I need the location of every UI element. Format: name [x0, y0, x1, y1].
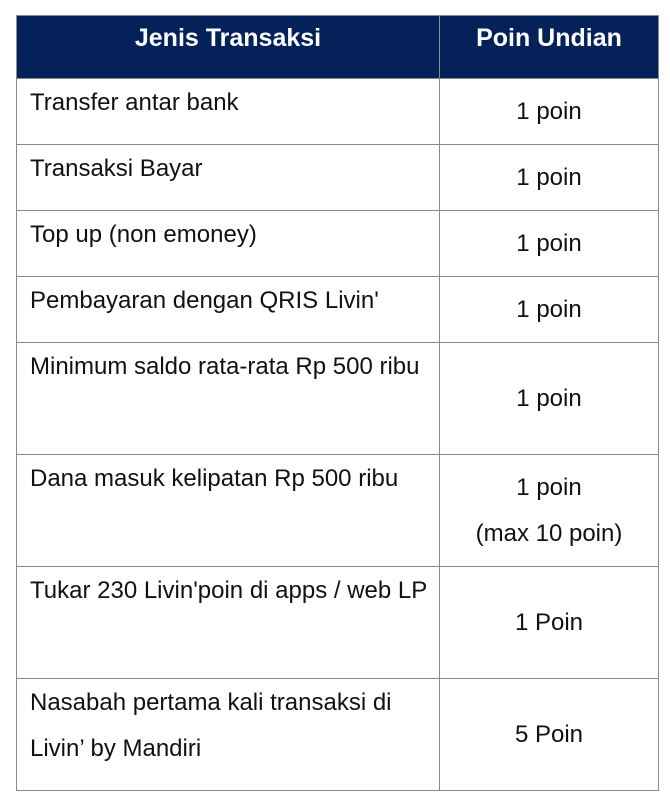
table-header: [17, 16, 659, 79]
header-jenis-transaksi: Jenis Transaksi: [17, 16, 440, 79]
cropped-text-fragment: [8, 796, 308, 804]
table-row: [17, 679, 659, 791]
points-value: 1 poin: [516, 473, 582, 501]
points-table: [16, 15, 659, 791]
header-row: [17, 16, 659, 79]
transaction-type-cell: Pembayaran dengan QRIS Livin': [17, 277, 440, 343]
points-cell: 1 Poin: [440, 567, 659, 679]
transaction-type-cell: Dana masuk kelipatan Rp 500 ribu: [17, 455, 440, 567]
table-row: [17, 79, 659, 145]
transaction-type-cell: Top up (non emoney): [17, 211, 440, 277]
transaction-type-cell: Transfer antar bank: [17, 79, 440, 145]
points-cell: 1 poin: [440, 343, 659, 455]
table-body: [17, 79, 659, 791]
table-row: [17, 145, 659, 211]
table-row: [17, 211, 659, 277]
points-cell: 1 poin: [440, 277, 659, 343]
transaction-type-cell: Minimum saldo rata-rata Rp 500 ribu: [17, 343, 440, 455]
points-cell: 1 poin: [440, 211, 659, 277]
table-row: [17, 277, 659, 343]
table-row: [17, 567, 659, 679]
points-cell: [440, 455, 659, 567]
transaction-type-cell: Nasabah pertama kali transaksi di Livin’ by Mandiri: [17, 679, 440, 791]
points-cell: 1 poin: [440, 145, 659, 211]
table-row: [17, 455, 659, 567]
header-poin-undian: Poin Undian: [440, 16, 659, 79]
table-row: [17, 343, 659, 455]
transaction-type-cell: Transaksi Bayar: [17, 145, 440, 211]
points-cell: 5 Poin: [440, 679, 659, 791]
points-cell: 1 poin: [440, 79, 659, 145]
points-note: (max 10 poin): [475, 519, 623, 547]
transaction-type-cell: Tukar 230 Livin'poin di apps / web LP: [17, 567, 440, 679]
